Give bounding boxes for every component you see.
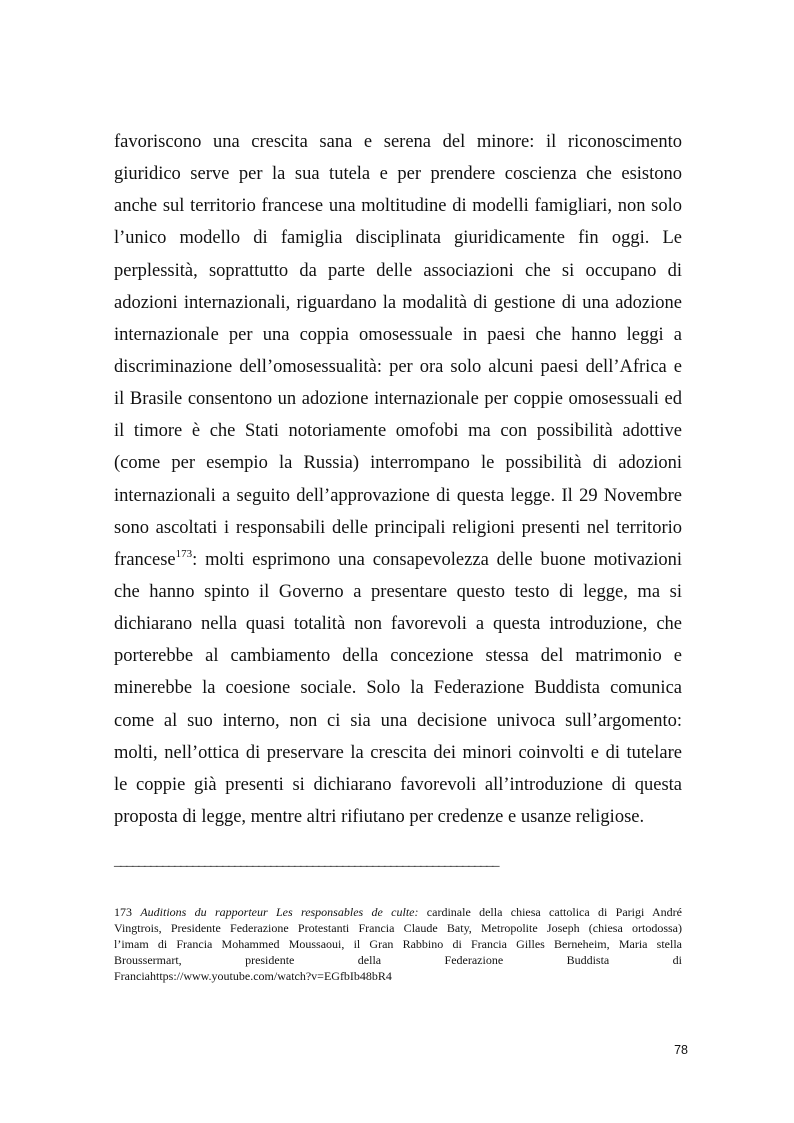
- footnote-line: l’imam di Francia Mohammed Moussaoui, il Gran Rabbino di Francia Gilles Berneheim, Maria stella: [114, 937, 682, 951]
- text-line: come al suo interno, non ci sia una decisione univoca sull’argomento:: [114, 710, 682, 731]
- text-segment: francese: [114, 549, 176, 570]
- text-line: (come per esempio la Russia) interrompano le possibilità di adozioni: [114, 453, 682, 474]
- footnote-link[interactable]: Franciahttps://www.youtube.com/watch?v=EGfbIb48bR4: [114, 969, 392, 983]
- text-line: proposta di legge, mentre altri rifiutano per credenze e usanze religiose.: [114, 806, 645, 827]
- text-line: internazionali a seguito dell’approvazione di questa legge. Il 29 Novembre: [114, 485, 682, 506]
- page-number: 78: [674, 1043, 688, 1057]
- text-line: il timore è che Stati notoriamente omofobi ma con possibilità adottive: [114, 421, 682, 442]
- text-line-with-footnote-ref: [114, 544, 682, 576]
- footnote-separator: ________________________________________________________________: [114, 853, 498, 869]
- footnote-reference[interactable]: 173: [175, 547, 193, 560]
- text-line: giuridico serve per la sua tutela e per prendere coscienza che esistono: [114, 164, 682, 185]
- text-line: le coppie già presenti si dichiarano favorevoli all’introduzione di questa: [114, 774, 682, 795]
- text-line: molti, nell’ottica di preservare la crescita dei minori coinvolti e di tutelare: [114, 742, 682, 763]
- text-line: minerebbe la coesione sociale. Solo la Federazione Buddista comunica: [114, 678, 682, 699]
- footnote-line: Vingtrois, Presidente Federazione Protestanti Francia Claude Baty, Metropolite Joseph (chiesa ortodossa): [114, 921, 682, 935]
- text-line: internazionale per una coppia omosessuale in paesi che hanno leggi a: [114, 324, 682, 345]
- footnote-text: cardinale della chiesa cattolica di Parigi André: [418, 905, 682, 919]
- footnote-line: [114, 904, 682, 920]
- footnote-italic-title: Auditions du rapporteur Les responsables de culte:: [140, 905, 419, 919]
- text-line: porterebbe al cambiamento della concezione stessa del matrimonio e: [114, 646, 682, 667]
- text-line: perplessità, soprattutto da parte delle associazioni che si occupano di: [114, 260, 682, 281]
- text-segment: : molti esprimono una consapevolezza delle buone motivazioni: [192, 549, 682, 570]
- footnote: [114, 904, 682, 984]
- text-line: l’unico modello di famiglia disciplinata giuridicamente fin oggi. Le: [114, 228, 682, 249]
- text-line: discriminazione dell’omosessualità: per ora solo alcuni paesi dell’Africa e: [114, 356, 682, 377]
- body-text: [114, 126, 682, 833]
- text-line: anche sul territorio francese una moltitudine di modelli famigliari, non solo: [114, 196, 682, 217]
- footnote-number: 173: [114, 905, 141, 919]
- text-line: adozioni internazionali, riguardano la modalità di gestione di una adozione: [114, 292, 682, 313]
- text-line: dichiarano nella quasi totalità non favorevoli a questa introduzione, che: [114, 614, 682, 635]
- text-line: sono ascoltati i responsabili delle principali religioni presenti nel territorio: [114, 517, 682, 538]
- text-line: favoriscono una crescita sana e serena del minore: il riconoscimento: [114, 132, 682, 152]
- footnote-line: Broussermart, presidente della Federazione Buddista di: [114, 953, 682, 967]
- text-line: che hanno spinto il Governo a presentare questo testo di legge, ma si: [114, 581, 682, 602]
- text-line: il Brasile consentono un adozione internazionale per coppie omosessuali ed: [114, 389, 682, 410]
